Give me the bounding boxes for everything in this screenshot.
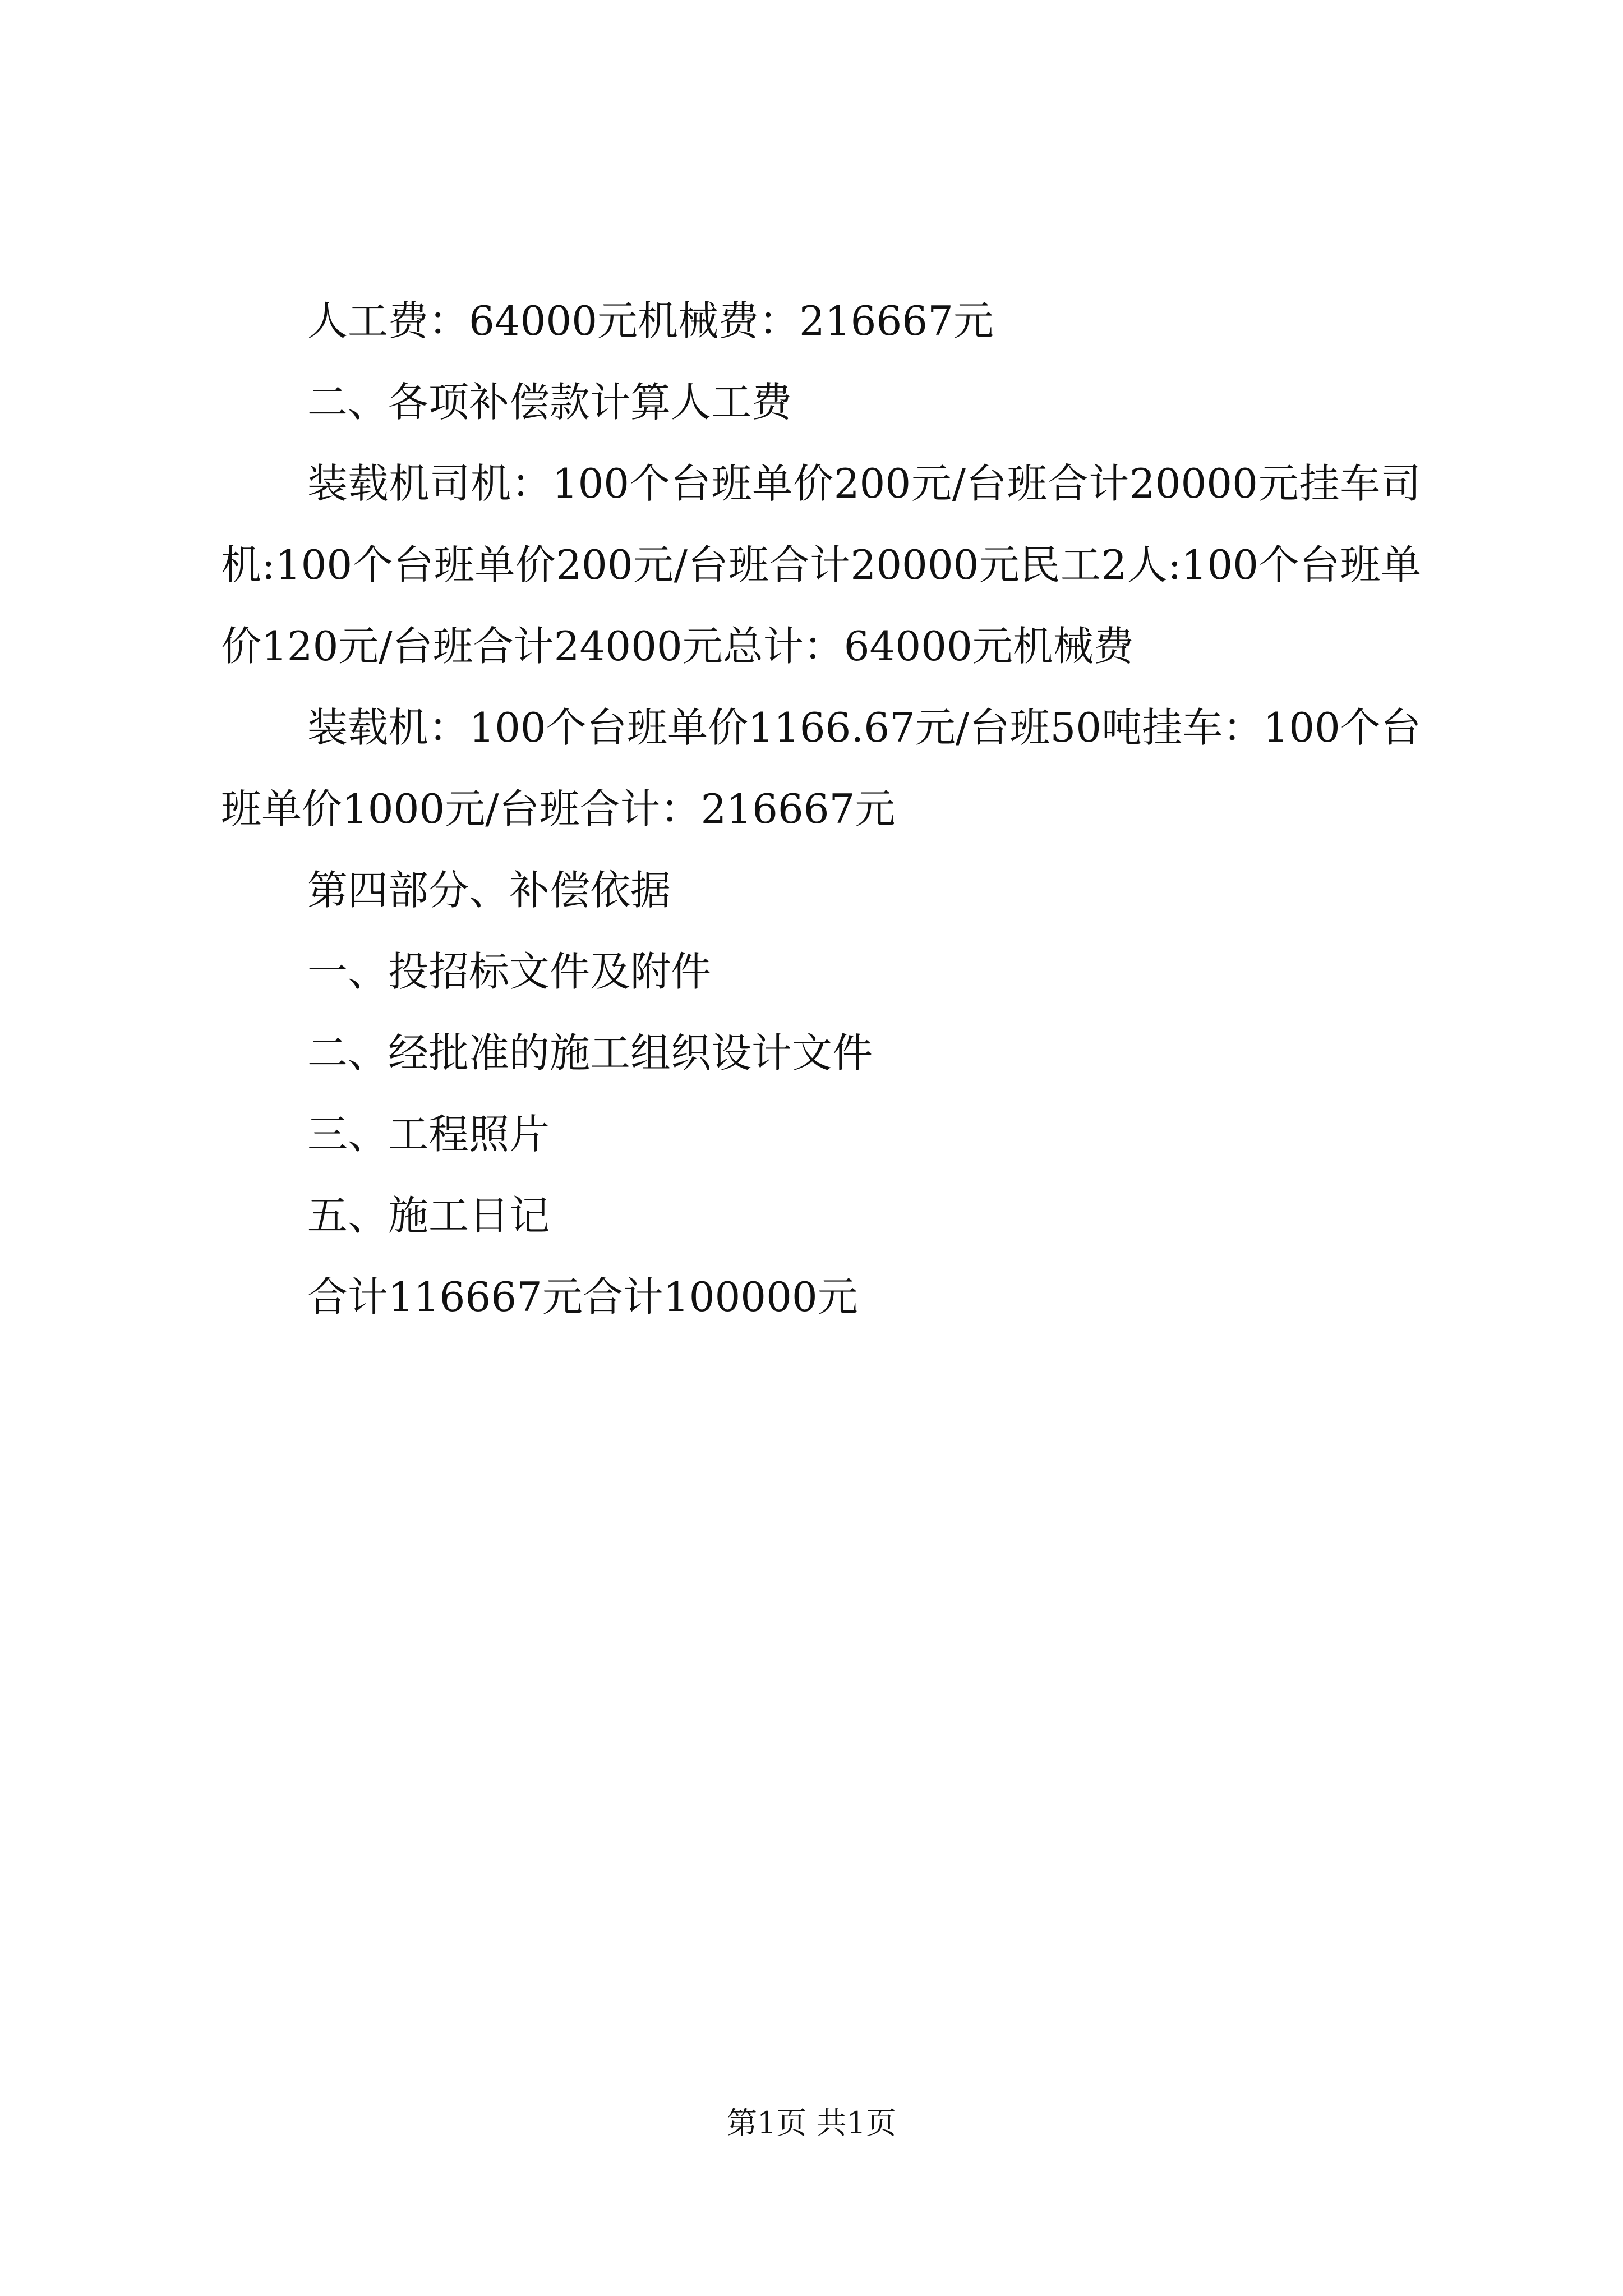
paragraph-compensation-heading: 二、各项补偿款计算人工费 [307, 379, 792, 426]
paragraph-machine-details: 装载机：100个台班单价1166.67元/台班50吨挂车：100个台班单价1000元/台班合计：216667元 [221, 704, 1421, 832]
paragraph-totals: 合计116667元合计100000元 [307, 1273, 858, 1320]
paragraph-basis-item-5: 五、施工日记 [307, 1192, 550, 1239]
document-body [221, 280, 1421, 1338]
paragraph-labor-machine-summary: 人工费：64000元机械费：216667元 [307, 297, 994, 344]
paragraph-basis-item-1: 一、投招标文件及附件 [307, 948, 712, 995]
paragraph-basis-item-3: 三、工程照片 [307, 1111, 550, 1158]
paragraph-basis-item-2: 二、经批准的施工组织设计文件 [307, 1029, 873, 1076]
paragraph-part-four-heading: 第四部分、补偿依据 [307, 867, 671, 914]
page-number-footer: 第1页 共1页 [727, 2105, 896, 2141]
paragraph-labor-details: 装载机司机：100个台班单价200元/台班合计20000元挂车司机:100个台班单价200元/台班合计20000元民工2人:100个台班单价120元/台班合计24000元总计：64000元机械费 [221, 460, 1421, 670]
